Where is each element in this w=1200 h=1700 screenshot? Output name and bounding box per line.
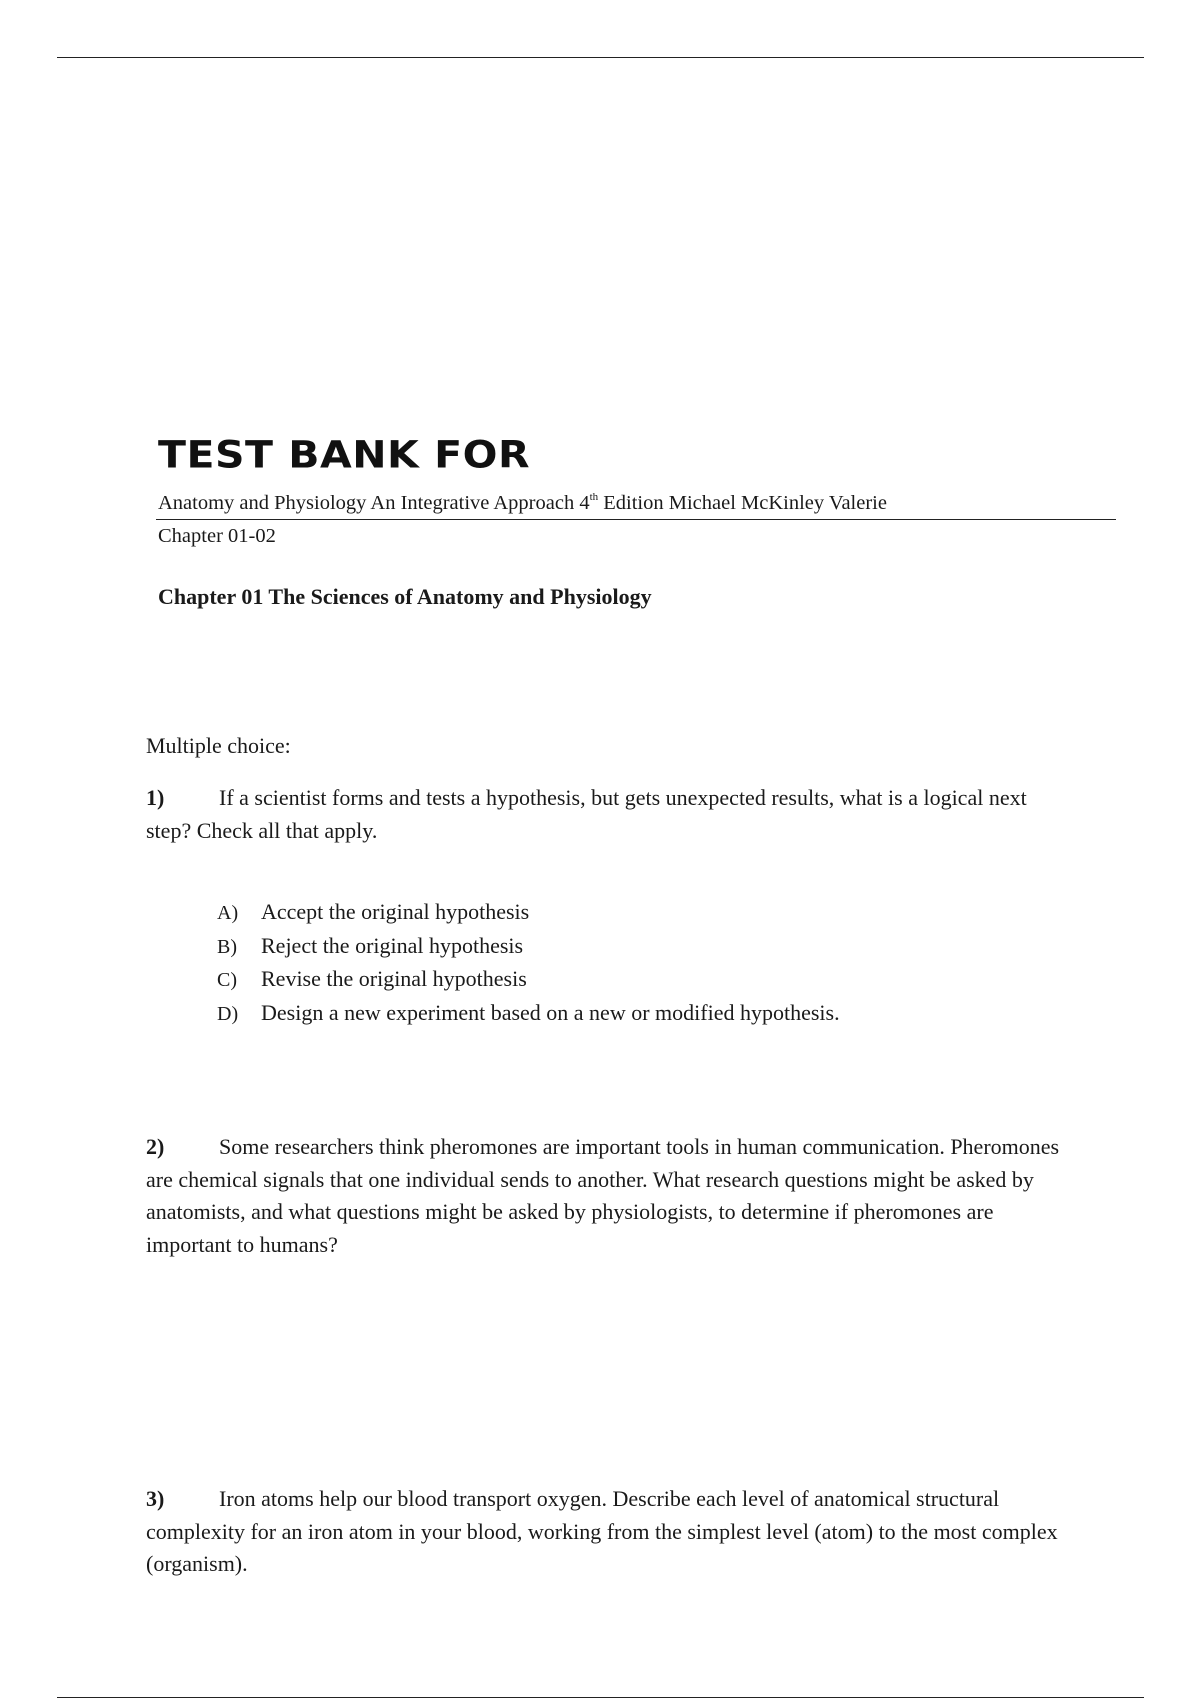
option-letter: A) [217, 902, 239, 924]
question-number: 1) [146, 785, 165, 810]
option-letter: B) [217, 935, 237, 958]
question-2 [146, 1131, 1066, 1261]
option-letter: D) [217, 1002, 239, 1025]
question-number: 2) [146, 1134, 165, 1159]
option-text: Reject the original hypothesis [261, 932, 524, 958]
option-d [217, 997, 840, 1031]
question-text: Iron atoms help our blood transport oxygen. Describe each level of anatomical structural complexity for an iron atom in your blood, working from the simplest level (atom) to the most complex (organism). [146, 1486, 1058, 1576]
option-text: Revise the original hypothesis [261, 966, 527, 991]
citation-rule [156, 519, 1116, 520]
question-text: Some researchers think pheromones are important tools in human communication. Pheromones are chemical signals that one individual sends to another. What research questions might be asked by anatomists, and what questions might be asked by physiologists, to determine if pheromones are important to humans? [146, 1134, 1060, 1257]
top-rule [57, 57, 1144, 58]
book-authors: Edition Michael McKinley Valerie [598, 492, 887, 514]
book-citation [158, 491, 887, 515]
answer-options [217, 896, 840, 1030]
chapter-heading: Chapter 01 The Sciences of Anatomy and Physiology [158, 584, 652, 609]
chapter-range: Chapter 01-02 [158, 525, 276, 547]
option-text: Accept the original hypothesis [261, 899, 530, 924]
question-text: If a scientist forms and tests a hypothesis, but gets unexpected results, what is a logical next step? Check all that apply. [146, 785, 1027, 843]
option-b [217, 930, 840, 964]
book-title: Anatomy and Physiology An Integrative Approach 4 [158, 492, 590, 514]
section-label: Multiple choice: [146, 733, 291, 758]
question-3 [146, 1483, 1066, 1581]
option-c [217, 963, 840, 997]
option-a [217, 896, 840, 930]
question-number: 3) [146, 1486, 165, 1511]
bottom-rule [57, 1697, 1144, 1698]
option-text: Design a new experiment based on a new or modified hypothesis. [261, 999, 840, 1025]
question-1 [146, 782, 1066, 847]
option-letter: C) [217, 969, 237, 991]
edition-superscript: th [589, 491, 599, 503]
document-title: TEST BANK FOR [158, 432, 531, 477]
